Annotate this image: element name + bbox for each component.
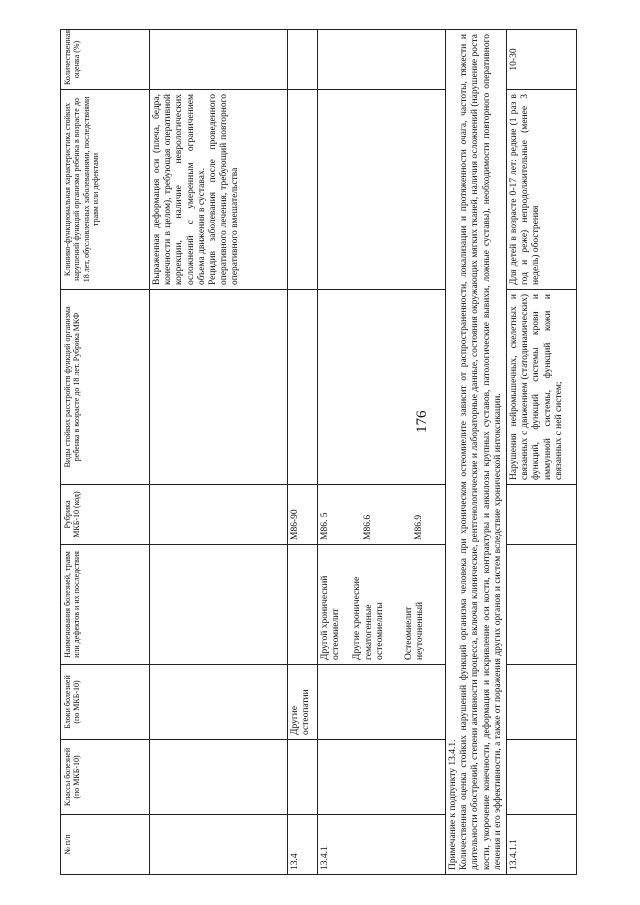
table-row <box>288 30 318 875</box>
row-number: 13.4 <box>288 815 318 875</box>
header-clinical: Клинико-функциональная характеристика стойких нарушений функций организма ребенка в возрасте до 18 лет, обусловленных заболеваниями, последствиями травм или дефектами <box>61 90 150 290</box>
header-names: Наименования болезней, травм или дефектов и их последствия <box>61 545 150 665</box>
icd-code: М86-90 <box>288 485 318 545</box>
page-number: 176 <box>414 410 430 433</box>
icd-codes-cell <box>318 485 446 545</box>
note-row <box>446 30 507 875</box>
icd-code: М86.6 <box>363 514 374 540</box>
clinical-text: Для детей в возрасте 0-17 лет: редкие (1 раз в год и реже) непродолжительные (менее 3 недель) обострения <box>507 90 577 290</box>
disease-names-cell <box>318 545 446 665</box>
icd-code: М86. 5 <box>320 512 330 540</box>
clinical-text: Рецидив заболевания после проведенного оперативного лечения, требующий повторного оперативного вмешательства <box>208 94 241 285</box>
header-blocks: Блоки болезней (по МКБ-10) <box>61 665 150 740</box>
table-row <box>318 30 446 875</box>
disease-name: Другой хронический остеомиелит <box>320 575 342 660</box>
clinical-cell <box>150 90 288 290</box>
table-row <box>150 30 288 875</box>
score-value: 10-30 <box>507 30 577 90</box>
header-types: Виды стойких расстройств функций организма ребенка в возрасте до 18 лет. Рубрика МКФ <box>61 290 150 485</box>
header-classes: Классы болезней (по МКБ-10) <box>61 740 150 815</box>
note-title: Примечание к подпункту 13.4.1. <box>448 739 458 870</box>
header-icd: Рубрика МКБ-10 (код) <box>61 485 150 545</box>
disease-name: Остеомиелит неуточненный <box>404 601 426 660</box>
header-score: Количественная оценка (%) <box>61 30 150 90</box>
clinical-text: Выраженная деформация оси (плеча, бедра, конечности в целом), требующая оперативной коррекции, наличие неврологических осложнений с умеренным ограничением объема движения в суставах. <box>152 94 207 285</box>
table-header-row <box>61 30 150 875</box>
table-row <box>507 30 577 875</box>
block-name: Другие остеопатии <box>288 665 318 740</box>
note-text: Количественная оценка стойких нарушений функций организма человека при хроническом остеомиелите зависит от распространенности, локализации и протяженности очага, частоты, тяжести и длительности обострений, степени активности процесса, включая клинические, рентгенологические и лабораторные данные, состояния окружающих мягких тканей, наличия осложнений (нарушение роста кости, укорочение конечности, деформация и искривление оси кости, контрактуры и анкилозы крупных суставов, патологические вывихи, ложные суставы), необходимости повторного оперативного лечения и его эффективности, а также от поражения других органов и систем вследствие хронической интоксикации. <box>459 34 503 870</box>
row-number: 13.4.1.1 <box>507 815 577 875</box>
disease-name: Другие хронические гематогенные остеомиелиты <box>352 576 385 660</box>
note-cell <box>446 30 507 875</box>
header-num: № п/п <box>61 815 150 875</box>
row-number: 13.4.1 <box>318 815 446 875</box>
icd-code: М86.9 <box>414 514 425 540</box>
disability-criteria-table <box>60 29 577 875</box>
function-types: Нарушения нейромышечных, скелетных и связанных с движением (статодинамических) функций, функций системы крови и иммунной системы, функций кожи и связанных с ней систем; <box>507 290 577 485</box>
